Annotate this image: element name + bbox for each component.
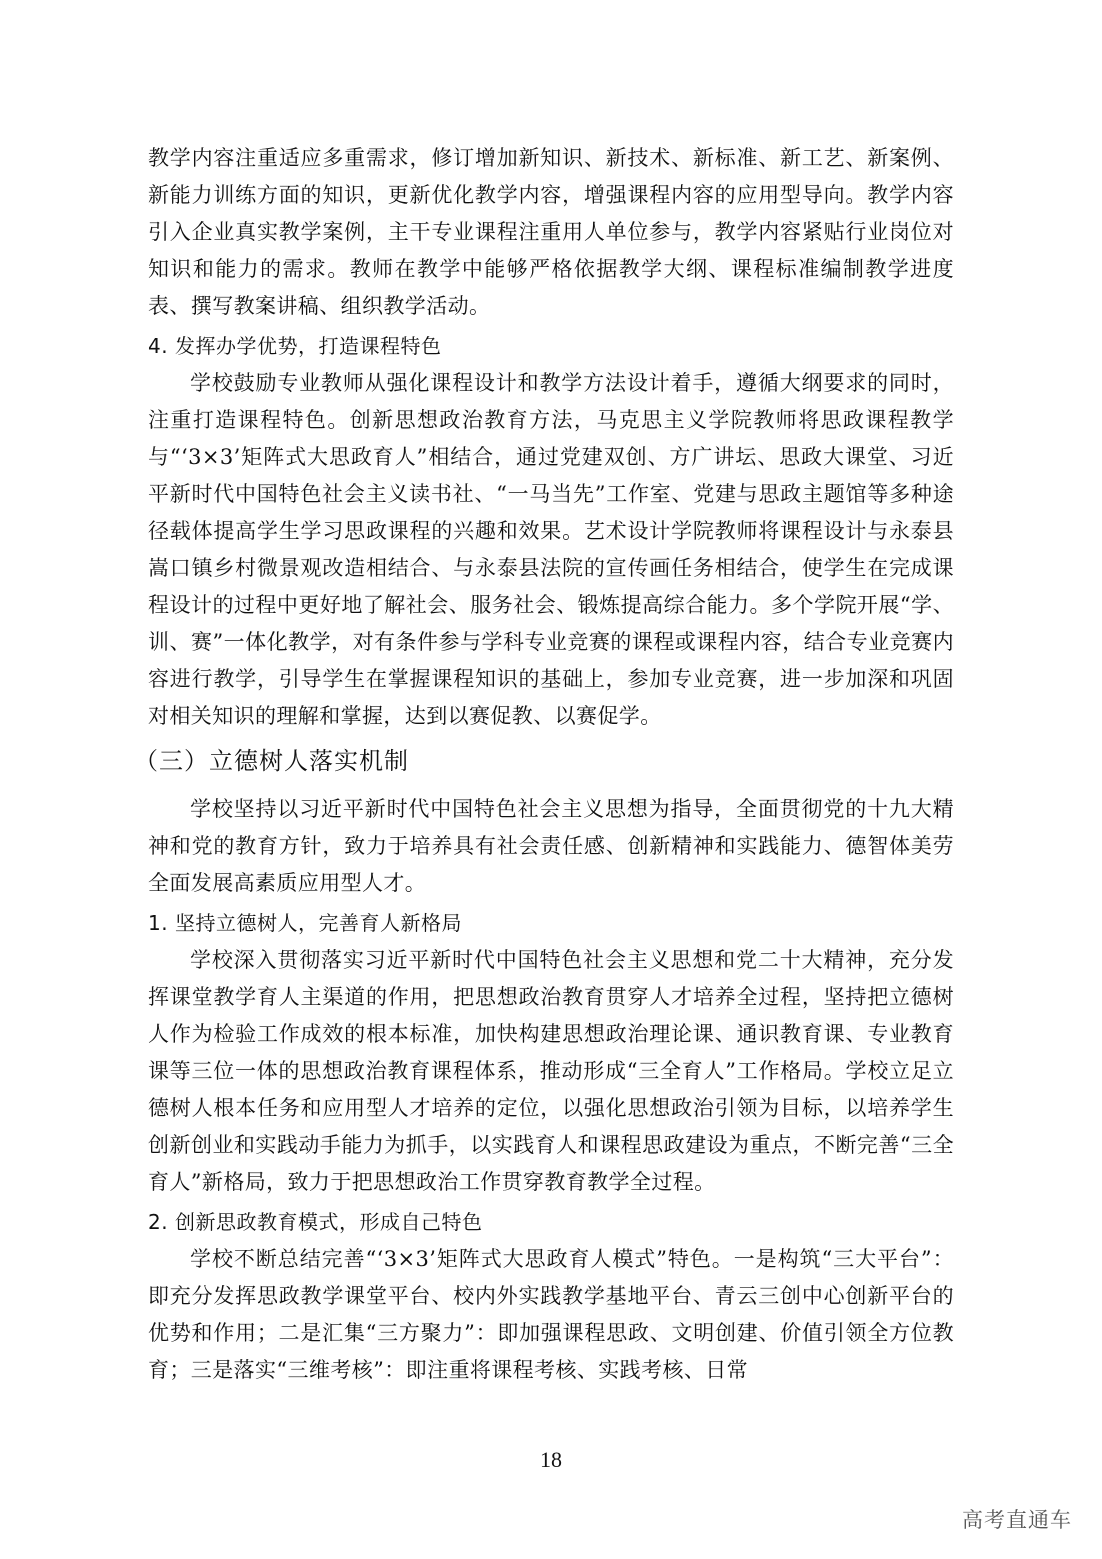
subheading-innovation-model: 2. 创新思政教育模式，形成自己特色 bbox=[148, 1210, 483, 1234]
watermark: 高考直通车 bbox=[962, 1508, 1072, 1532]
paragraph-guiding-thought: 学校坚持以习近平新时代中国特色社会主义思想为指导，全面贯彻党的十九大精神和党的教育方针，致力于培养具有社会责任感、创新精神和实践能力、德智体美劳全面发展高素质应用型人才。 bbox=[148, 797, 954, 895]
section-heading-moral-education: （三）立德树人落实机制 bbox=[134, 747, 409, 775]
paragraph-course-features: 学校鼓励专业教师从强化课程设计和教学方法设计着手，遵循大纲要求的同时，注重打造课程特色。创新思想政治教育方法，马克思主义学院教师将思政课程教学与“‘3×3’矩阵式大思政育人”相结合，通过党建双创、方广讲坛、思政大课堂、习近平新时代中国特色社会主义读书社、“一马当先”工作室、党建与思政主题馆等多种途径载体提高学生学习思政课程的兴趣和效果。艺术设计学院教师将课程设计与永泰县嵩口镇乡村微景观改造相结合、与永泰县法院的宣传画任务相结合，使学生在完成课程设计的过程中更好地了解社会、服务社会、锻炼提高综合能力。多个学院开展“学、训、赛”一体化教学，对有条件参与学科专业竞赛的课程或课程内容，结合专业竞赛内容进行教学，引导学生在掌握课程知识的基础上，参加专业竞赛，进一步加深和巩固对相关知识的理解和掌握，达到以赛促教、以赛促学。 bbox=[148, 371, 954, 728]
paragraph-teaching-content: 教学内容注重适应多重需求，修订增加新知识、新技术、新标准、新工艺、新案例、新能力训练方面的知识，更新优化教学内容，增强课程内容的应用型导向。教学内容引入企业真实教学案例，主干专业课程注重用人单位参与，教学内容紧贴行业岗位对知识和能力的需求。教师在教学中能够严格依据教学大纲、课程标准编制教学进度表、撰写教案讲稿、组织教学活动。 bbox=[148, 146, 954, 318]
document-body bbox=[134, 140, 954, 1389]
subheading-course-features: 4. 发挥办学优势，打造课程特色 bbox=[148, 334, 442, 358]
paragraph-moral-education: 学校深入贯彻落实习近平新时代中国特色社会主义思想和党二十大精神，充分发挥课堂教学育人主渠道的作用，把思想政治教育贯穿人才培养全过程，坚持把立德树人作为检验工作成效的根本标准，加快构建思想政治理论课、通识教育课、专业教育课等三位一体的思想政治教育课程体系，推动形成“三全育人”工作格局。学校立足立德树人根本任务和应用型人才培养的定位，以强化思想政治引领为目标，以培养学生创新创业和实践动手能力为抓手，以实践育人和课程思政建设为重点，不断完善“三全育人”新格局，致力于把思想政治工作贯穿教育教学全过程。 bbox=[148, 948, 954, 1194]
page-number: 18 bbox=[540, 1447, 562, 1472]
subheading-moral-education: 1. 坚持立德树人，完善育人新格局 bbox=[148, 911, 462, 935]
paragraph-innovation-model: 学校不断总结完善“‘3×3’矩阵式大思政育人模式”特色。一是构筑“三大平台”：即充分发挥思政教学课堂平台、校内外实践教学基地平台、青云三创中心创新平台的优势和作用；二是汇集“三方聚力”：即加强课程思政、文明创建、价值引领全方位教育；三是落实“三维考核”：即注重将课程考核、实践考核、日常 bbox=[148, 1247, 954, 1382]
